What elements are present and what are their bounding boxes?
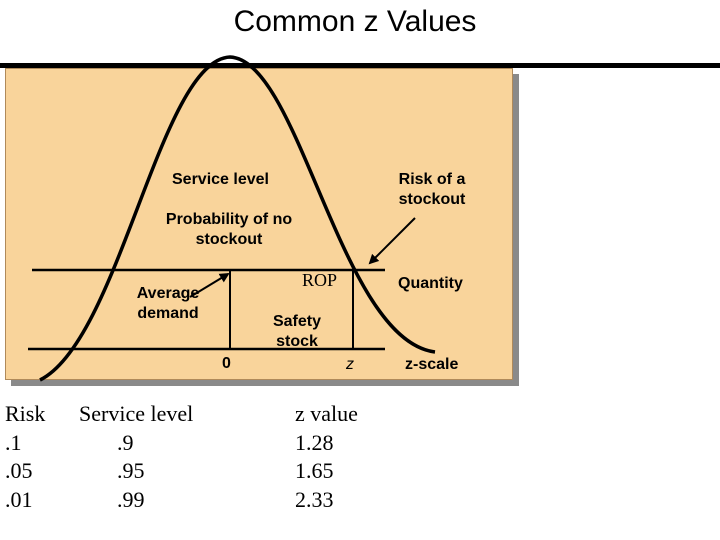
- quantity-label: Quantity: [398, 275, 463, 292]
- risk-cell: .05: [5, 458, 33, 483]
- service-level-cell: .9: [117, 429, 134, 455]
- z-scale-label: z-scale: [405, 356, 459, 373]
- service-level-column: [79, 400, 193, 514]
- risk-header: Risk: [5, 401, 46, 426]
- stockout-arrow: [370, 218, 415, 263]
- service-level-header: Service level: [79, 401, 194, 426]
- z-value-column: [295, 400, 358, 514]
- z-value-header: z value: [295, 401, 358, 426]
- slide-title: Common z Values: [233, 5, 477, 38]
- safety-stock-label: Safety stock: [272, 313, 322, 350]
- risk-of-stockout-label: Risk of a stockout: [398, 171, 466, 208]
- probability-no-stockout-label: Probability of no stockout: [165, 211, 293, 248]
- service-level-label: Service level: [172, 171, 269, 188]
- zero-label: 0: [222, 355, 231, 372]
- service-level-cell: .99: [117, 486, 145, 512]
- z-value-cell: 2.33: [295, 486, 334, 512]
- z-value-cell: 1.28: [295, 429, 334, 455]
- risk-cell: .01: [5, 486, 33, 512]
- average-demand-label: Average demand: [136, 285, 200, 322]
- risk-column: [5, 400, 45, 514]
- service-level-cell: .95: [117, 458, 145, 483]
- rop-label: ROP: [302, 270, 338, 290]
- z-value-cell: 1.65: [295, 458, 334, 483]
- risk-cell: .1: [5, 429, 22, 455]
- z-label: z: [346, 356, 354, 373]
